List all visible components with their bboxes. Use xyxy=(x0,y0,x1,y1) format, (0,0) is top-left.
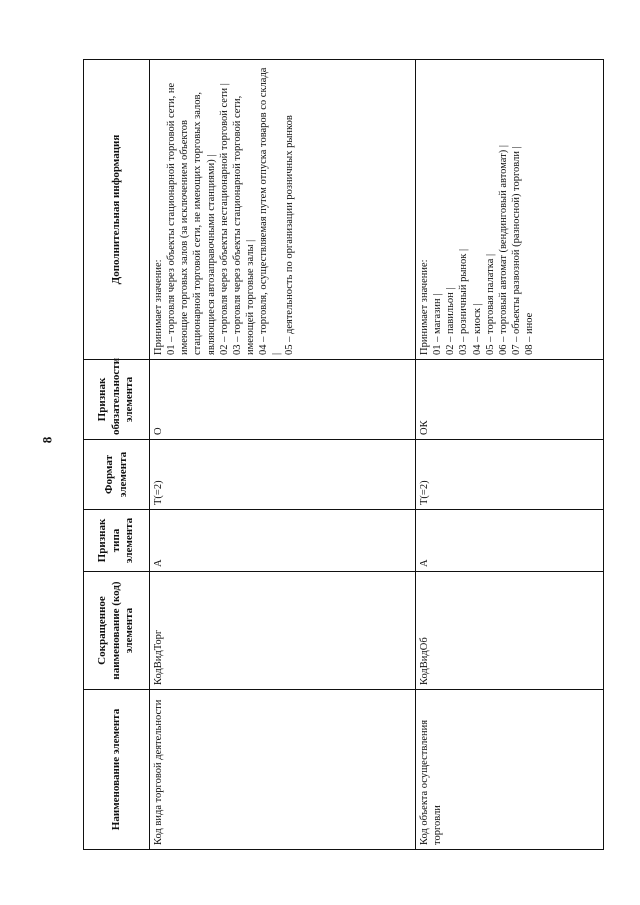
list-item: 02 – павильон | xyxy=(445,287,457,355)
cell-required: О xyxy=(150,360,416,440)
table-row xyxy=(150,60,416,850)
list-item: 08 – иное xyxy=(524,312,535,355)
cell-required: ОК xyxy=(416,360,604,440)
list-item: 05 – торговая палатка | xyxy=(484,253,496,355)
list-item: 07 – объекты развозной (разносной) торговли | xyxy=(510,146,522,355)
list-item: 05 – деятельность по организации розничных рынков xyxy=(284,115,296,355)
cell-code: КодВидОб xyxy=(416,572,604,690)
info-lead: Принимает значение: xyxy=(153,259,164,355)
list-item: 06 – торговый автомат (вендинговый автомат) | xyxy=(497,145,509,355)
cell-name: Код объекта осуществления торговли xyxy=(416,690,604,850)
cell-format: T(=2) xyxy=(150,440,416,510)
cell-info xyxy=(150,60,416,360)
header-additional-info: Дополнительная информация xyxy=(84,60,150,360)
table-row xyxy=(416,60,604,850)
cell-format: T(=2) xyxy=(416,440,604,510)
table-header-row xyxy=(84,60,150,850)
header-element-type: Признак типа элемента xyxy=(84,510,150,572)
info-lead: Принимает значение: xyxy=(419,259,430,355)
rotated-table-container xyxy=(83,60,603,850)
info-list xyxy=(165,64,296,355)
list-item: 01 – торговля через объекты стационарной торговой сети, не имеющие торговых залов (за исключением объектов стационарной торговой сети, не имеющих торговых залов, являющиеся автозаправочными станциями) | xyxy=(166,82,217,355)
cell-name: Код вида торговой деятельности xyxy=(150,690,416,850)
list-item: 01 – магазин | xyxy=(432,293,444,355)
header-element-name: Наименование элемента xyxy=(84,690,150,850)
cell-info xyxy=(416,60,604,360)
list-item: 03 – розничный рынок | xyxy=(458,248,470,355)
cell-type: А xyxy=(150,510,416,572)
list-item: 03 – торговля через объекты стационарной торговой сети, имеющей торговые залы | xyxy=(231,95,256,355)
header-element-required: Признак обязательности элемента xyxy=(84,360,150,440)
list-item: 04 – торговля, осуществляемая путем отпуска товаров со склада | xyxy=(258,67,283,355)
elements-table xyxy=(83,59,604,850)
list-item: 04 – киоск | xyxy=(471,303,483,355)
cell-code: КодВидТорг xyxy=(150,572,416,690)
header-element-format: Формат элемента xyxy=(84,440,150,510)
page-number: 8 xyxy=(39,436,55,444)
list-item: 02 – торговля через объекты нестационарной торговой сети | xyxy=(218,83,230,355)
info-list xyxy=(431,64,536,355)
header-element-code: Сокращенное наименование (код) элемента xyxy=(84,572,150,690)
cell-type: А xyxy=(416,510,604,572)
